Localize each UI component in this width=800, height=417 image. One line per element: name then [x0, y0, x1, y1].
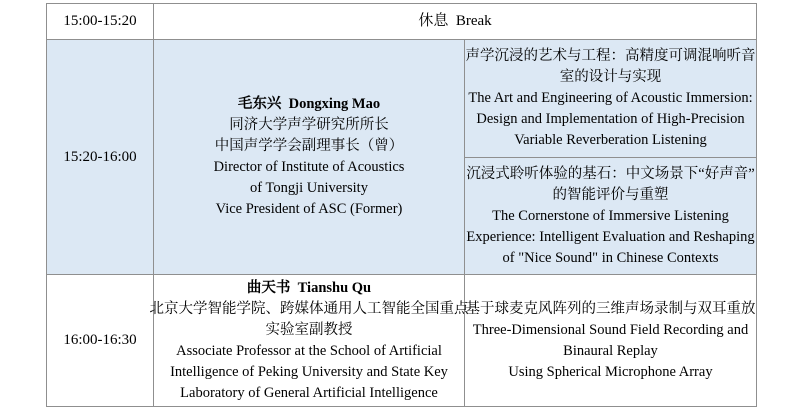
- time-cell-qu: [47, 275, 154, 406]
- talk-title-line: The Art and Engineering of Acoustic Immersion:: [468, 90, 753, 106]
- speaker-affiliation-line: Vice President of ASC (Former): [215, 201, 403, 217]
- speaker-affiliation-line: 实验室副教授: [265, 321, 353, 338]
- speaker-affiliation-line: Director of Institute of Acoustics: [213, 159, 405, 175]
- speaker-affiliation-line: 中国声学学会副理事长（曾）: [214, 138, 404, 154]
- talk-title-line: The Cornerstone of Immersive Listening: [492, 207, 729, 224]
- talk-cell-acoustic-immersion: [465, 40, 756, 158]
- talk-title-line: Variable Reverberation Listening: [514, 132, 707, 148]
- talk-title-line: of "Nice Sound" in Chinese Contexts: [502, 249, 719, 266]
- time-range: 15:20-16:00: [63, 148, 137, 165]
- talk-cell-nice-sound: [465, 158, 756, 274]
- speaker-affiliation-line: 北京大学智能学院、跨媒体通用人工智能全国重点: [149, 300, 469, 317]
- speaker-name: 曲天书 Tianshu Qu: [246, 279, 372, 296]
- talk-title-line: 室的设计与实现: [559, 69, 662, 85]
- speaker-name: 毛东兴 Dongxing Mao: [237, 96, 381, 112]
- time-range: 16:00-16:30: [63, 332, 137, 348]
- break-label: 休息 Break: [418, 13, 492, 29]
- break-cell: [154, 4, 756, 40]
- schedule-table: [46, 3, 757, 407]
- talk-title-line: Binaural Replay: [563, 342, 658, 359]
- talk-title-line: Three-Dimensional Sound Field Recording and: [472, 321, 749, 338]
- speaker-cell-mao: [154, 40, 465, 275]
- speaker-affiliation-line: Laboratory of General Artificial Intelligence: [180, 384, 438, 401]
- speaker-affiliation-line: Intelligence of Peking University and State Key: [170, 363, 448, 380]
- talk-title-line: 沉浸式聆听体验的基石：中文场景下“好声音”: [466, 165, 755, 182]
- talk-cell-sound-field: [465, 275, 756, 406]
- talks-cell-mao: [465, 40, 756, 275]
- talk-title-line: 的智能评价与重塑: [552, 186, 669, 203]
- time-cell-break: [47, 4, 154, 40]
- time-cell-mao: [47, 40, 154, 275]
- talk-title-line: 基于球麦克风阵列的三维声场录制与双耳重放: [465, 300, 756, 317]
- speaker-cell-qu: [149, 275, 469, 406]
- talk-title-line: Design and Implementation of High-Precision: [476, 111, 745, 127]
- speaker-affiliation-line: of Tongji University: [250, 180, 368, 196]
- talk-title-line: 声学沉浸的艺术与工程：高精度可调混响听音: [465, 48, 756, 64]
- speaker-affiliation-line: 同济大学声学研究所所长: [229, 117, 389, 133]
- speaker-affiliation-line: Associate Professor at the School of Artificial: [176, 342, 442, 359]
- time-range: 15:00-15:20: [63, 13, 137, 29]
- talk-title-line: Using Spherical Microphone Array: [508, 363, 713, 380]
- talk-title-line: Experience: Intelligent Evaluation and Reshaping: [466, 228, 755, 245]
